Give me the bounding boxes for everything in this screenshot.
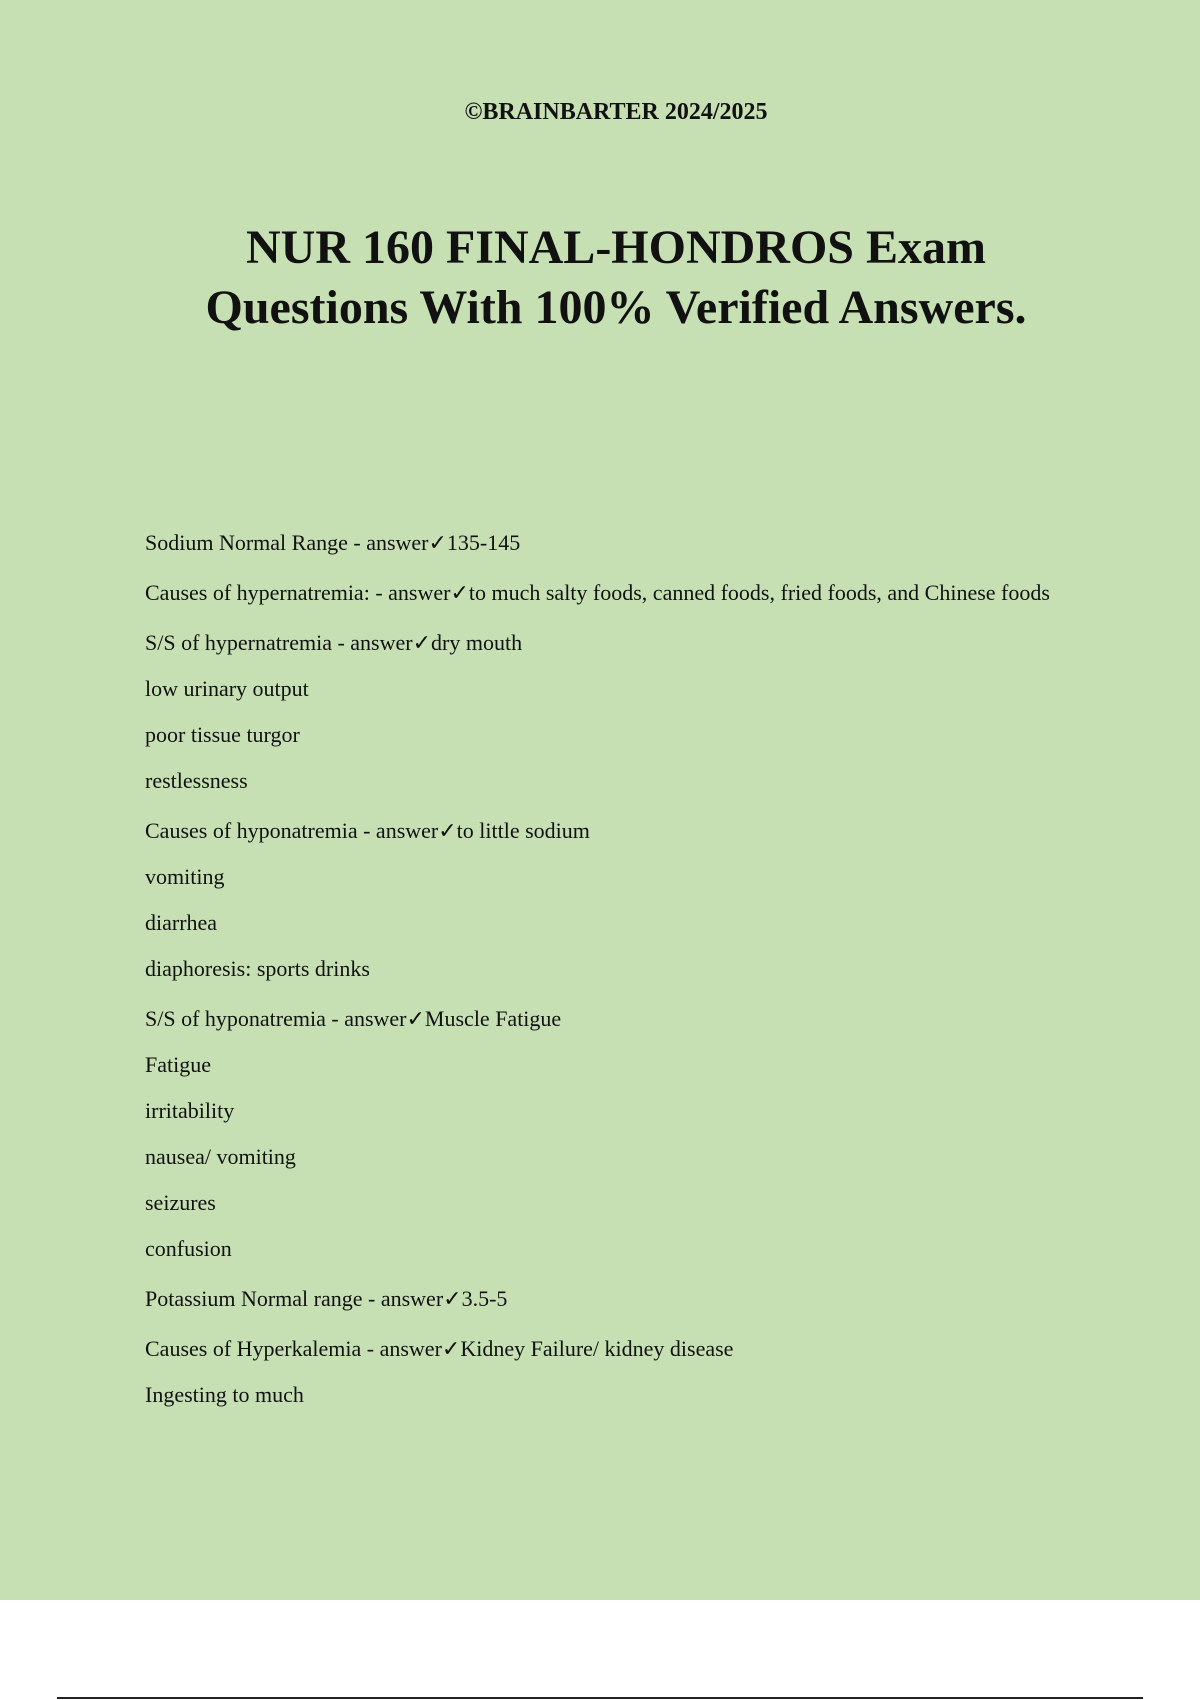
answer-line: Fatigue [145, 1052, 211, 1077]
answer-line: irritability [145, 1098, 235, 1123]
qa-list [145, 528, 1085, 1410]
answer-line: poor tissue turgor [145, 722, 300, 747]
qa-entry: Sodium Normal Range - answer✓135-145 [145, 530, 521, 555]
qa-entry: Potassium Normal range - answer✓3.5-5 [145, 1286, 508, 1311]
answer-line: low urinary output [145, 676, 309, 701]
title-line-2: Questions With 100% Verified Answers. [205, 281, 1027, 334]
qa-entry: Causes of hyponatremia - answer✓to little sodium [145, 818, 590, 843]
title-line-1: NUR 160 FINAL-HONDROS Exam [245, 221, 986, 274]
answer-line: restlessness [145, 768, 248, 793]
answer-line: seizures [145, 1190, 216, 1215]
qa-entry: S/S of hypernatremia - answer✓dry mouth [145, 630, 523, 655]
answer-line: diaphoresis: sports drinks [145, 956, 370, 981]
answer-line: vomiting [145, 864, 225, 889]
answer-line: diarrhea [145, 910, 218, 935]
answer-line: nausea/ vomiting [145, 1144, 296, 1169]
page-divider [57, 1697, 1143, 1699]
document-title [0, 218, 1200, 338]
copyright-header: ©BRAINBARTER 2024/2025 [464, 99, 768, 125]
qa-entry: S/S of hyponatremia - answer✓Muscle Fatigue [145, 1006, 562, 1031]
qa-entry: Causes of hypernatremia: - answer✓to much salty foods, canned foods, fried foods, and Chinese foods [145, 580, 1050, 605]
answer-line: Ingesting to much [145, 1382, 304, 1407]
answer-line: confusion [145, 1236, 232, 1261]
qa-entry: Causes of Hyperkalemia - answer✓Kidney Failure/ kidney disease [145, 1336, 734, 1361]
